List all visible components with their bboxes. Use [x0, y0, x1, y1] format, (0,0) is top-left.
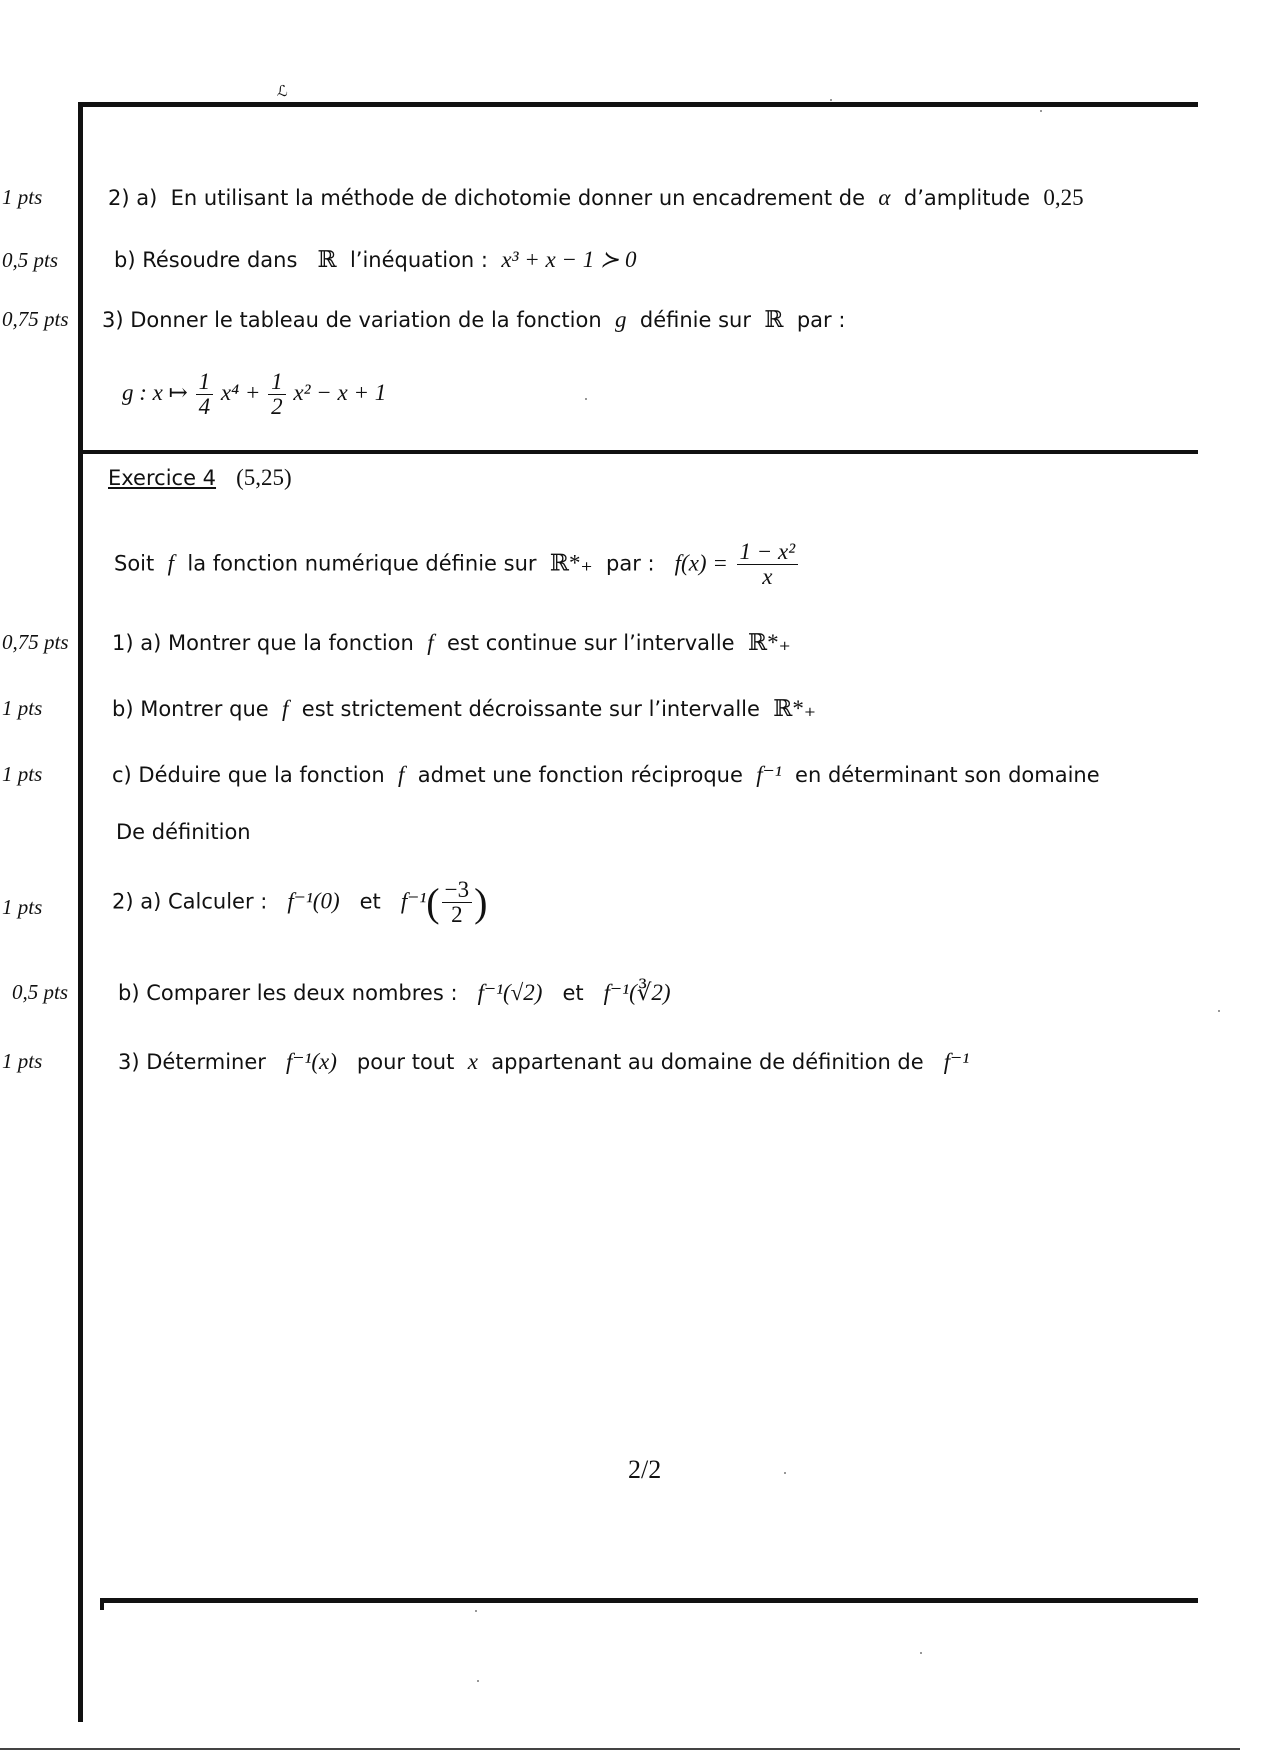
question-1b: b) Montrer que f est strictement décroissante sur l’intervalle ℝ*₊: [112, 696, 817, 721]
g-definition: g : x ↦ $\frac{1}{4}$ x⁴ + $\frac{1}{2}$ x² − x + 1: [122, 369, 387, 420]
scan-speck: [920, 1652, 922, 1654]
question-1a: 1) a) Montrer que la fonction f est continue sur l’intervalle ℝ*₊: [112, 630, 791, 655]
points-label: 0,5 pts: [2, 248, 59, 272]
points-label: 0,5 pts: [12, 980, 69, 1004]
scan-speck: [477, 1680, 479, 1682]
question-2a-calc: 2) a) Calculer : f⁻¹(0) et f⁻¹( $\frac{-3}{2}$ ): [112, 877, 488, 928]
points-label: 1 pts: [2, 185, 43, 209]
page-number: 2/2: [628, 1455, 662, 1484]
exercise4-title: Exercice 4 (5,25): [108, 465, 292, 490]
scan-speck: [475, 1610, 477, 1612]
scan-speck: [585, 398, 587, 400]
top-border: [78, 102, 1198, 107]
exercise4-intro: Soit f la fonction numérique définie sur ℝ*₊ par : f(x) = $\frac{\text{1 − x²}}{x}$: [114, 540, 800, 589]
points-label: 1 pts: [2, 895, 43, 919]
scan-speck: [1040, 110, 1042, 112]
left-border: [78, 102, 83, 1722]
question-2b-compare: b) Comparer les deux nombres : f⁻¹(√2) et f⁻¹(∛2): [118, 980, 671, 1005]
scan-speck: [1218, 1010, 1220, 1012]
bottom-border: [100, 1598, 1198, 1603]
question-2b: b) Résoudre dans ℝ l’inéquation : x³ + x − 1 ≻ 0: [114, 247, 637, 272]
top-mark: ℒ: [277, 82, 288, 100]
page-bottom-edge: [0, 1748, 1240, 1750]
points-label: 0,75 pts: [2, 307, 69, 331]
points-label: 0,75 pts: [2, 630, 69, 654]
exercise-divider: [83, 450, 1198, 454]
question-1c-line2: De définition: [116, 820, 251, 844]
points-label: 1 pts: [2, 696, 43, 720]
question-3: 3) Donner le tableau de variation de la fonction g définie sur ℝ par :: [102, 307, 846, 332]
question-3-determine: 3) Déterminer f⁻¹(x) pour tout x appartenant au domaine de définition de f⁻¹: [118, 1049, 970, 1074]
bottom-left-stub: [100, 1598, 104, 1610]
question-2a: 2) a) En utilisant la méthode de dichotomie donner un encadrement de α d’amplitude 0,25: [108, 185, 1084, 210]
scan-speck: [784, 1472, 786, 1474]
scan-speck: [830, 99, 832, 101]
points-label: 1 pts: [2, 762, 43, 786]
question-1c: c) Déduire que la fonction f admet une fonction réciproque f⁻¹ en déterminant son domaine: [112, 762, 1100, 787]
points-label: 1 pts: [2, 1049, 43, 1073]
